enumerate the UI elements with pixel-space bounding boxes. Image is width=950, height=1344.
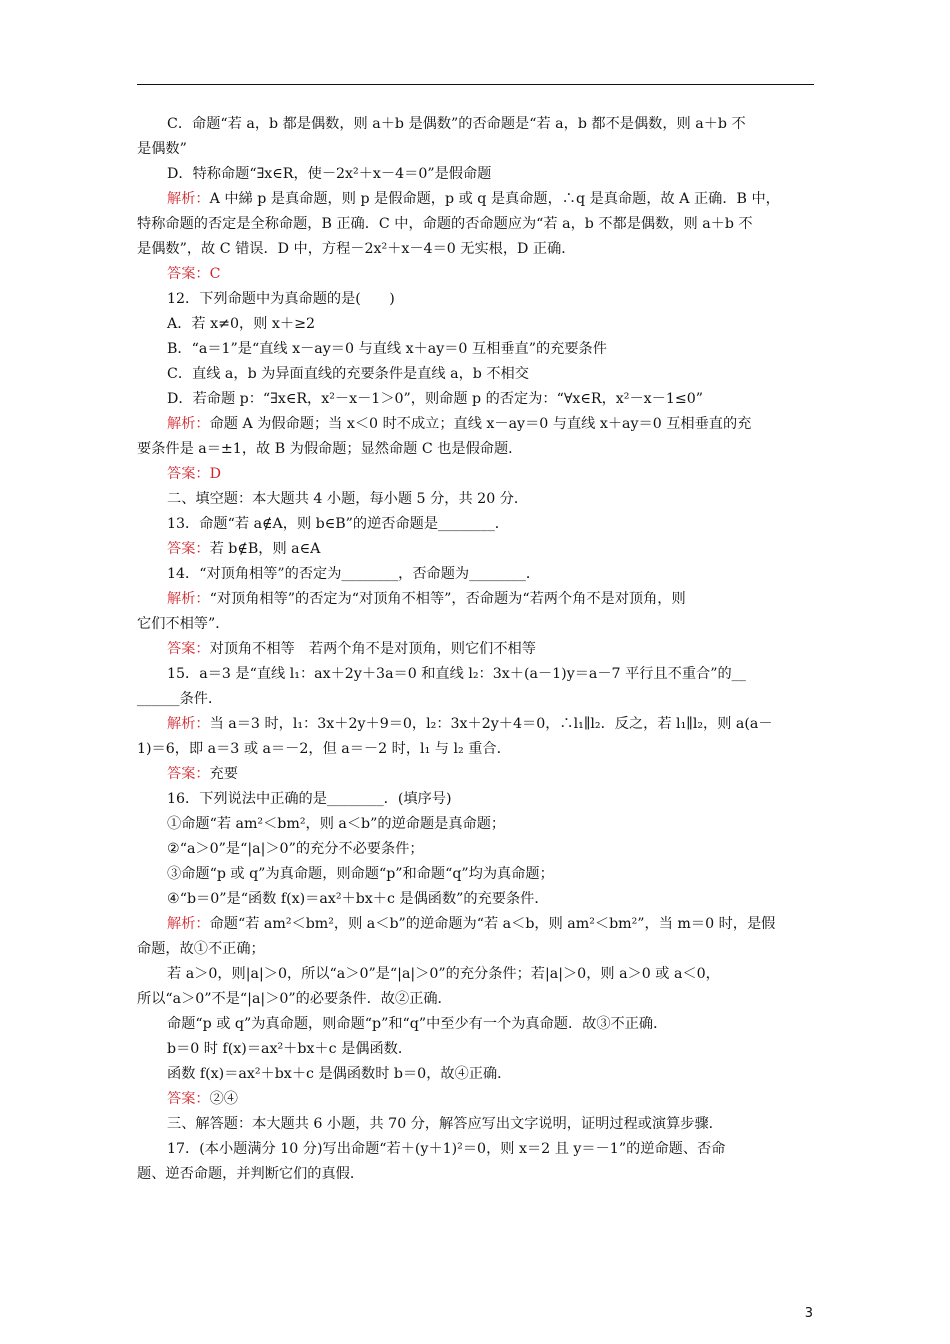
text-line: 所以“a＞0”不是“|a|＞0”的必要条件．故②正确．: [137, 991, 452, 1007]
analysis-label: 解析：: [167, 716, 210, 732]
text-line: 它们不相等”．: [137, 616, 230, 632]
answer-value: 若 b∉B，则 a∈A: [209, 541, 321, 557]
text-line: b＝0 时 f(x)＝ax²＋bx＋c 是偶函数．: [167, 1041, 413, 1057]
question-line: 16．下列说法中正确的是________．(填序号): [167, 791, 452, 807]
answer-line: [137, 1087, 814, 1112]
analysis-label: 解析：: [167, 416, 210, 432]
answer-line: [137, 262, 814, 287]
page-number: 3: [804, 1306, 813, 1321]
text-line: 命题“p 或 q”为真命题，则命题“p”和“q”中至少有一个为真命题．故③不正确．: [167, 1016, 668, 1032]
answer-line: [137, 637, 814, 662]
text-line: C．命题“若 a，b 都是偶数，则 a＋b 是偶数”的否命题是“若 a，b 都不是偶数，则 a＋b 不: [167, 116, 746, 132]
question-line: 13．命题“若 a∉A，则 b∈B”的逆否命题是________．: [167, 516, 509, 532]
answer-value: 对顶角不相等 若两个角不是对顶角，则它们不相等: [209, 641, 536, 657]
text-line: 函数 f(x)＝ax²＋bx＋c 是偶函数时 b＝0，故④正确．: [167, 1066, 512, 1082]
analysis-line: [137, 412, 814, 437]
analysis-line: [137, 712, 814, 737]
section-heading: 二、填空题：本大题共 4 小题，每小题 5 分，共 20 分．: [167, 491, 529, 507]
answer-line: [137, 537, 814, 562]
text-line: 是偶数”: [137, 141, 187, 157]
answer-label: 答案：: [167, 641, 210, 657]
answer-label: 答案：: [167, 766, 210, 782]
text-line: ②“a＞0”是“|a|＞0”的充分不必要条件；: [167, 841, 424, 857]
answer-value: C: [209, 266, 221, 282]
answer-value: D: [209, 466, 221, 482]
text-line: 是偶数”，故 C 错误．D 中，方程－2x²＋x－4＝0 无实根，D 正确．: [137, 241, 576, 257]
analysis-label: 解析：: [167, 191, 210, 207]
text-line: B．“a＝1”是“直线 x－ay＝0 与直线 x＋ay＝0 互相垂直”的充要条件: [167, 341, 607, 357]
header-rule: [137, 84, 814, 85]
analysis-line: [137, 912, 814, 937]
question-line: 15．a＝3 是“直线 l₁：ax＋2y＋3a＝0 和直线 l₂：3x＋(a－1)y＝a－7 平行且不重合”的__: [167, 666, 746, 682]
question-line: 17．(本小题满分 10 分)写出命题“若＋(y＋1)²＝0，则 x＝2 且 y＝－1”的逆命题、否命: [167, 1141, 726, 1157]
text-line: 要条件是 a＝±1，故 B 为假命题；显然命题 C 也是假命题．: [137, 441, 523, 457]
answer-value: 充要: [209, 766, 238, 782]
text-line: C．直线 a，b 为异面直线的充要条件是直线 a，b 不相交: [167, 366, 529, 382]
text-line: D．若命题 p：“∃x∈R，x²－x－1＞0”，则命题 p 的否定为：“∀x∈R，x²－x－1≤0”: [167, 391, 704, 407]
text-line: 若 a＞0，则|a|＞0，所以“a＞0”是“|a|＞0”的充分条件；若|a|＞0，则 a＞0 或 a＜0，: [167, 966, 720, 982]
text-line: 特称命题的否定是全称命题，B 正确．C 中，命题的否命题应为“若 a，b 不都是偶数，则 a＋b 不: [137, 216, 753, 232]
answer-label: 答案：: [167, 466, 210, 482]
analysis-line: [137, 587, 814, 612]
section-heading: 三、解答题：本大题共 6 小题，共 70 分，解答应写出文字说明，证明过程或演算步骤．: [167, 1116, 723, 1132]
answer-label: 答案：: [167, 1091, 210, 1107]
text-line: A 中綈 p 是真命题，则 p 是假命题，p 或 q 是真命题，∴q 是真命题，故 A 正确．B 中，: [209, 191, 780, 207]
text-line: 命题“若 am²＜bm²，则 a＜b”的逆命题为“若 a＜b，则 am²＜bm²”，当 m＝0 时，是假: [209, 916, 776, 932]
text-line: ③命题“p 或 q”为真命题，则命题“p”和命题“q”均为真命题；: [167, 866, 554, 882]
question-line: 14．“对顶角相等”的否定为________，否命题为________．: [167, 566, 541, 582]
text-line: 命题，故①不正确；: [137, 941, 265, 957]
text-line: ______条件．: [137, 691, 223, 707]
text-line: D．特称命题“∃x∈R，使－2x²＋x－4＝0”是假命题: [167, 166, 492, 182]
text-line: ①命题“若 am²＜bm²，则 a＜b”的逆命题是真命题；: [167, 816, 506, 832]
text-line: 题、逆否命题，并判断它们的真假．: [137, 1166, 365, 1182]
text-line: 当 a＝3 时，l₁：3x＋2y＋9＝0，l₂：3x＋2y＋4＝0，∴l₁∥l₂．反之，若 l₁∥l₂，则 a(a－: [209, 716, 773, 732]
answer-line: [137, 462, 814, 487]
text-line: “对顶角相等”的否定为“对顶角不相等”，否命题为“若两个角不是对顶角，则: [209, 591, 686, 607]
question-line: 12．下列命题中为真命题的是( ): [167, 291, 395, 307]
document-body: [137, 112, 814, 1187]
answer-line: [137, 762, 814, 787]
text-line: ④“b＝0”是“函数 f(x)＝ax²＋bx＋c 是偶函数”的充要条件．: [167, 891, 549, 907]
text-line: 命题 A 为假命题；当 x＜0 时不成立；直线 x－ay＝0 与直线 x＋ay＝0 互相垂直的充: [209, 416, 752, 432]
analysis-line: [137, 187, 814, 212]
text-line: A．若 x≠0，则 x＋≥2: [167, 316, 316, 332]
answer-label: 答案：: [167, 541, 210, 557]
analysis-label: 解析：: [167, 591, 210, 607]
text-line: 1)＝6，即 a＝3 或 a＝－2，但 a＝－2 时，l₁ 与 l₂ 重合．: [137, 741, 511, 757]
answer-value: ②④: [209, 1091, 238, 1107]
analysis-label: 解析：: [167, 916, 210, 932]
answer-label: 答案：: [167, 266, 210, 282]
